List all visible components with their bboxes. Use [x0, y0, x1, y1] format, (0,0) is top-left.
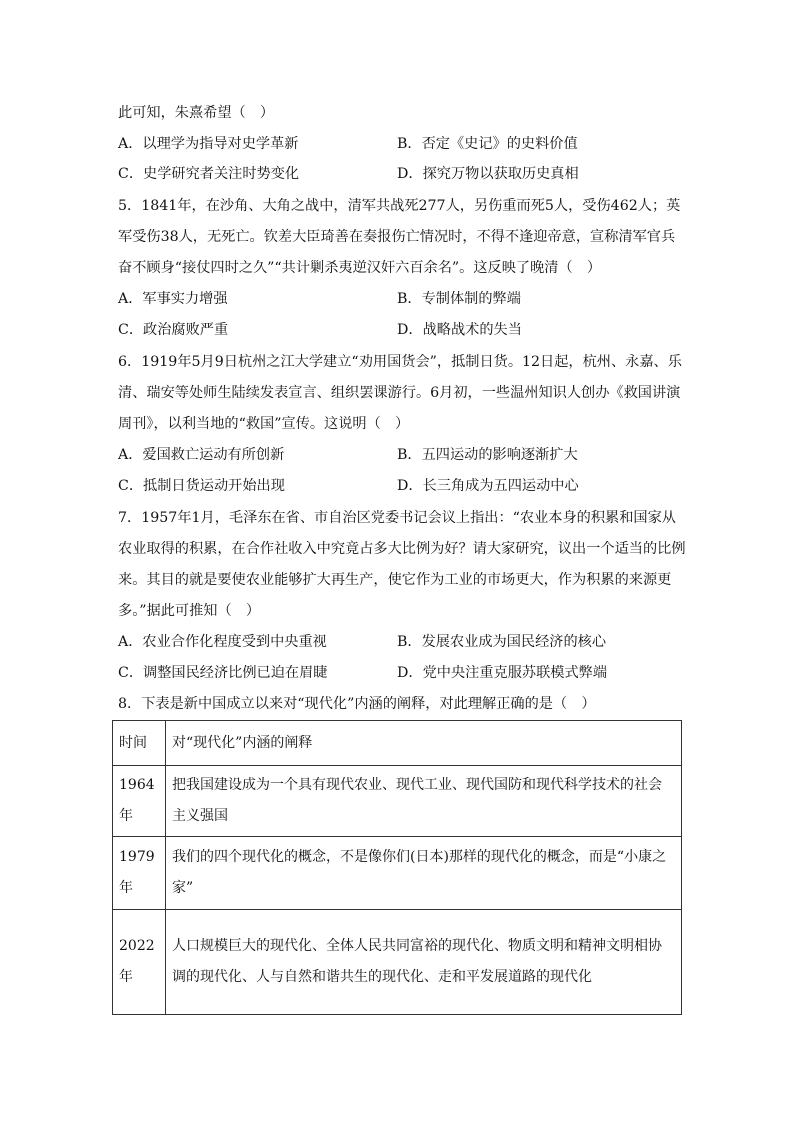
- table-cell-text: 我们的四个现代化的概念，不是像你们(日本)那样的现代化的概念，而是“小康之家”: [166, 837, 682, 910]
- q7-option-d[interactable]: D．党中央注重克服苏联模式弊端: [397, 665, 608, 681]
- q4-option-c[interactable]: C．史学研究者关注时势变化: [118, 166, 300, 182]
- q5-stem-line-3: 奋不顾身“接仗四时之久”“共计剿杀夷逆汉奸六百余名”。这反映了晚清（ ）: [118, 260, 602, 276]
- q5-option-a[interactable]: A．军事实力增强: [118, 291, 228, 307]
- table-header-interpretation: 对“现代化”内涵的阐释: [166, 721, 682, 766]
- q8-stem: 8．下表是新中国成立以来对“现代化”内涵的阐释，对此理解正确的是（ ）: [118, 696, 596, 712]
- q7-stem-line-4: 多。”据此可推知（ ）: [118, 603, 261, 619]
- q7-stem-line-2: 农业取得的积累，在合作社收入中究竟占多大比例为好？请大家研究，议出一个适当的比例: [118, 541, 686, 557]
- q5-option-d[interactable]: D．战略战术的失当: [397, 322, 522, 338]
- q6-option-d[interactable]: D．长三角成为五四运动中心: [397, 478, 579, 494]
- table-row: [113, 766, 682, 837]
- q7-option-c[interactable]: C．调整国民经济比例已迫在眉睫: [118, 665, 328, 681]
- q6-option-c[interactable]: C．抵制日货运动开始出现: [118, 478, 285, 494]
- table-header-row: [113, 721, 682, 766]
- q7-option-b[interactable]: B．发展农业成为国民经济的核心: [397, 634, 607, 650]
- q5-option-b[interactable]: B．专制体制的弊端: [397, 291, 521, 307]
- table-cell-year: 1964年: [113, 766, 166, 837]
- q4-option-a[interactable]: A．以理学为指导对史学革新: [118, 136, 299, 152]
- q4-option-b[interactable]: B．否定《史记》的史料价值: [397, 136, 578, 152]
- table-cell-text: 人口规模巨大的现代化、全体人民共同富裕的现代化、物质文明和精神文明相协调的现代化、人与自然和谐共生的现代化、走和平发展道路的现代化: [166, 910, 682, 1015]
- table-header-time: 时间: [113, 721, 166, 766]
- q4-stem-end: 此可知，朱熹希望（ ）: [118, 105, 275, 121]
- q7-stem-line-3: 来。其目的就是要使农业能够扩大再生产，使它作为工业的市场更大，作为积累的来源更: [118, 572, 672, 588]
- q4-option-d[interactable]: D．探究万物以获取历史真相: [397, 166, 579, 182]
- q7-option-a[interactable]: A．农业合作化程度受到中央重视: [118, 634, 327, 650]
- q5-stem-line-1: 5．1841年，在沙角、大角之战中，清军共战死277人，另伤重而死5人，受伤462人；英: [118, 198, 681, 214]
- table-cell-year: 1979年: [113, 837, 166, 910]
- table-cell-text: 把我国建设成为一个具有现代农业、现代工业、现代国防和现代科学技术的社会主义强国: [166, 766, 682, 837]
- q6-option-a[interactable]: A．爱国救亡运动有所创新: [118, 447, 285, 463]
- q6-stem-line-1: 6．1919年5月9日杭州之江大学建立“劝用国货会”，抵制日货。12日起，杭州、永嘉、乐: [118, 354, 682, 370]
- table-cell-year: 2022年: [113, 910, 166, 1015]
- modernization-table: [112, 720, 682, 1015]
- q6-stem-line-2: 清、瑞安等处师生陆续发表宣言、组织罢课游行。6月初，一些温州知识人创办《救国讲演: [118, 385, 681, 401]
- table-row: [113, 910, 682, 1015]
- q6-option-b[interactable]: B．五四运动的影响逐渐扩大: [397, 447, 578, 463]
- q5-option-c[interactable]: C．政治腐败严重: [118, 322, 229, 338]
- q5-stem-line-2: 军受伤38人，无死亡。钦差大臣琦善在奏报伤亡情况时，不得不逢迎帝意，宣称清军官兵: [118, 229, 676, 245]
- q7-stem-line-1: 7．1957年1月，毛泽东在省、市自治区党委书记会议上指出：“农业本身的积累和国家从: [118, 510, 676, 526]
- q6-stem-line-3: 周刊》，以利当地的“救国”宣传。这说明（ ）: [118, 416, 410, 432]
- table-row: [113, 837, 682, 910]
